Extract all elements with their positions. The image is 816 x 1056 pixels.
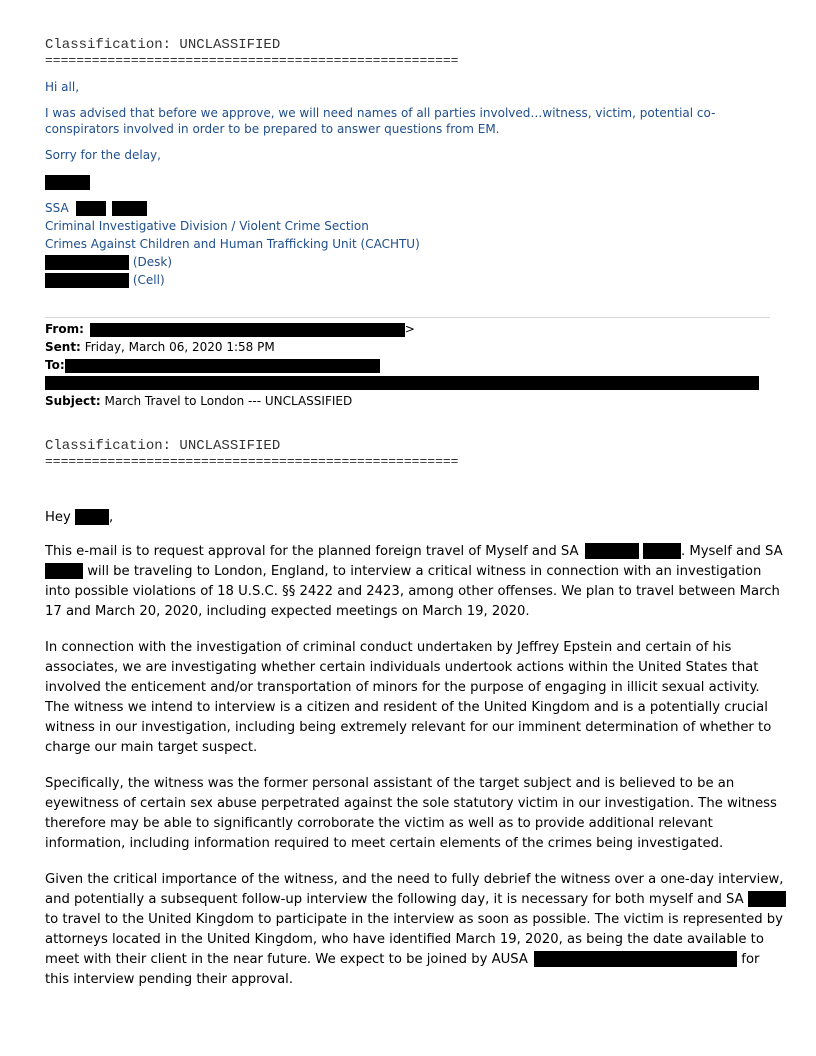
message-greeting xyxy=(45,508,113,528)
redaction-block xyxy=(534,951,737,967)
reply-line: I was advised that before we approve, we will need names of all parties involved…witness, victim, potential co- xyxy=(45,106,716,120)
redaction-block xyxy=(90,323,405,337)
redaction-block xyxy=(76,201,106,216)
to-label: To: xyxy=(45,358,65,372)
signature-title-line xyxy=(45,201,147,216)
paragraph-line: into possible violations of 18 U.S.C. §§ 2422 and 2423, among other offenses. We plan to travel between March xyxy=(45,584,780,599)
redaction-block xyxy=(45,273,129,288)
sent-value: Friday, March 06, 2020 1:58 PM xyxy=(84,340,275,354)
paragraph-line: involved the enticement and/or transportation of minors for the purpose of engaging in illicit sexual activity. xyxy=(45,680,760,695)
classification-rule: ===================================================== xyxy=(45,454,459,469)
paragraph-line: to travel to the United Kingdom to participate in the interview as soon as possible. The victim is represented by xyxy=(45,912,783,927)
redaction-block xyxy=(45,376,759,390)
greeting-comma: , xyxy=(109,510,114,525)
reply-greeting: Hi all, xyxy=(45,80,80,94)
paragraph-line xyxy=(45,890,786,910)
paragraph-line xyxy=(45,542,783,562)
paragraph-line: Specifically, the witness was the former personal assistant of the target subject and is believed to be an xyxy=(45,776,735,791)
to-line xyxy=(45,358,380,373)
text-span: for xyxy=(741,952,760,967)
redaction-block xyxy=(585,543,639,559)
paragraph-line: eyewitness of certain sex abuse perpetrated against the sole statutory victim in our investigation. The witness xyxy=(45,796,777,811)
sent-line xyxy=(45,340,275,354)
redaction-block xyxy=(45,563,83,579)
text-span: meet with their client in the near future. We expect to be joined by AUSA xyxy=(45,952,528,967)
redaction-block xyxy=(75,509,109,525)
signature-desk-line xyxy=(45,255,172,270)
paragraph-line: witness in our investigation, including being extremely relevant for our imminent determination of whether to xyxy=(45,720,772,735)
paragraph-line: In connection with the investigation of criminal conduct undertaken by Jeffrey Epstein and certain of his xyxy=(45,640,732,655)
redaction-block xyxy=(643,543,681,559)
greeting-text: Hey xyxy=(45,510,71,525)
from-label: From: xyxy=(45,322,84,336)
signature-division: Criminal Investigative Division / Violent Crime Section xyxy=(45,219,369,233)
text-span: and potentially a subsequent follow-up interview the following day, it is necessary for both myself and SA xyxy=(45,892,744,907)
paragraph-line: this interview pending their approval. xyxy=(45,972,294,987)
redaction-block xyxy=(45,255,129,270)
subject-line xyxy=(45,394,352,408)
signature-unit: Crimes Against Children and Human Trafficking Unit (CACHTU) xyxy=(45,237,420,251)
redaction-block xyxy=(45,175,90,190)
subject-value: March Travel to London --- UNCLASSIFIED xyxy=(104,394,353,408)
paragraph-line: attorneys located in the United Kingdom, who have identified March 19, 2020, as being the date available to xyxy=(45,932,764,947)
classification-rule: ===================================================== xyxy=(45,53,459,68)
reply-line: conspirators involved in order to be prepared to answer questions from EM. xyxy=(45,122,500,136)
redaction-block xyxy=(748,891,786,907)
header-divider xyxy=(45,317,770,318)
subject-label: Subject: xyxy=(45,394,101,408)
reply-apology: Sorry for the delay, xyxy=(45,148,161,162)
signature-title: SSA xyxy=(45,201,69,215)
paragraph-line: 17 and March 20, 2020, including expected meetings on March 19, 2020. xyxy=(45,604,530,619)
paragraph-line: The witness we intend to interview is a citizen and resident of the United Kingdom and is a potentially crucial xyxy=(45,700,768,715)
paragraph-line xyxy=(45,562,761,582)
paragraph-line: charge our main target suspect. xyxy=(45,740,258,755)
signature-cell-line xyxy=(45,273,165,288)
sent-label: Sent: xyxy=(45,340,81,354)
from-line xyxy=(45,322,415,337)
redaction-block xyxy=(112,201,147,216)
text-span: This e-mail is to request approval for the planned foreign travel of Myself and SA xyxy=(45,544,579,559)
classification-label: Classification: UNCLASSIFIED xyxy=(45,438,281,454)
paragraph-line: associates, we are investigating whether certain individuals undertook actions within the United States that xyxy=(45,660,759,675)
from-end: > xyxy=(404,322,415,336)
paragraph-line: information, including information required to meet certain elements of the crimes being investigated. xyxy=(45,836,724,851)
text-span: . Myself and SA xyxy=(680,544,783,559)
classification-label: Classification: UNCLASSIFIED xyxy=(45,37,281,53)
text-span: will be traveling to London, England, to interview a critical witness in connection with an investigation xyxy=(87,564,762,579)
cell-label: (Cell) xyxy=(132,273,165,287)
redaction-block xyxy=(65,359,380,373)
desk-label: (Desk) xyxy=(132,255,173,269)
paragraph-line: Given the critical importance of the witness, and the need to fully debrief the witness over a one-day interview, xyxy=(45,872,784,887)
paragraph-line xyxy=(45,950,759,970)
paragraph-line: therefore may be able to significantly corroborate the victim as well as to provide additional relevant xyxy=(45,816,713,831)
